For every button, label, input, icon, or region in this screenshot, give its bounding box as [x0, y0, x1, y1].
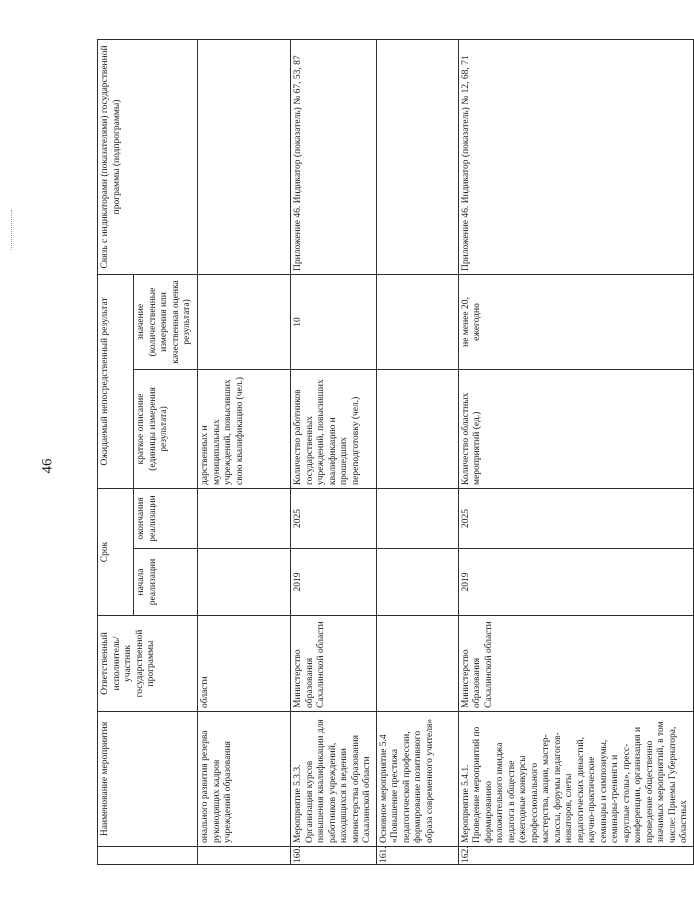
cell-end: 2025	[458, 488, 693, 548]
activities-table	[97, 39, 694, 865]
cell-end	[198, 488, 291, 548]
cell-num	[198, 847, 291, 865]
cell-name: Мероприятие 5.3.3. Организация курсов повышения квалификации для работников учреждений, находящихся в ведении министерства образования Сахалинской области	[291, 712, 377, 847]
header-result: Ожидаемый непосредственный результат	[98, 274, 134, 488]
cell-end	[376, 488, 458, 548]
cell-description: Количество областных мероприятий (ед.)	[458, 369, 693, 488]
table-row	[376, 39, 458, 864]
page-number: 46	[39, 458, 56, 474]
cell-value	[198, 274, 291, 369]
cell-start	[198, 549, 291, 616]
header-num	[98, 847, 198, 865]
cell-link	[198, 39, 291, 274]
header-name: Наименование мероприятия	[98, 712, 198, 847]
cell-end: 2025	[291, 488, 377, 548]
cell-value	[376, 274, 458, 369]
cell-value: 10	[291, 274, 377, 369]
cell-num: 160.	[291, 847, 377, 865]
header-start: начала реализации	[134, 549, 198, 616]
cell-name: онального развития резерва руководящих кадров учреждений образования	[198, 712, 291, 847]
table-row	[198, 39, 291, 864]
header-responsible: Ответственный исполнитель/участник государственной программы	[98, 616, 198, 712]
cell-start	[376, 549, 458, 616]
cell-responsible: Министерство образования Сахалинской области	[458, 616, 693, 712]
cell-responsible: области	[198, 616, 291, 712]
table-sheet	[97, 40, 689, 865]
cell-link: Приложение 46. Индикатор (показатель) № 67, 53, 87	[291, 39, 377, 274]
table-row	[291, 39, 377, 864]
header-term: Срок	[98, 488, 134, 615]
cell-num: 161.	[376, 847, 458, 865]
cell-responsible: Министерство образования Сахалинской области	[291, 616, 377, 712]
cell-description: дарственных и муниципальных учреждений, повысивших свою квалификацию (чел.)	[198, 369, 291, 488]
cell-description	[376, 369, 458, 488]
cell-link: Приложение 46. Индикатор (показатель) № 12, 68, 71	[458, 39, 693, 274]
cell-link	[376, 39, 458, 274]
header-row-1	[98, 39, 134, 864]
cell-description: Количество работников государственных учреждений, повысивших квалификацию и прошедших переподготовку (чел.)	[291, 369, 377, 488]
cell-name: Основное мероприятие 5.4 «Повышение престижа педагогической профессии, формирование позитивного образа современного учителя»	[376, 712, 458, 847]
cell-num: 162.	[458, 847, 693, 865]
cell-value: не менее 20, ежегодно	[458, 274, 693, 369]
table-row	[458, 39, 693, 864]
cell-responsible	[376, 616, 458, 712]
header-description: краткое описание (единицы измерения результата)	[134, 369, 198, 488]
header-end: окончания реализации	[134, 488, 198, 548]
header-value: значение (количественные измерения или качественная оценка результата)	[134, 274, 198, 369]
header-link: Связь с индикаторами (показателями) государственной программы (подпрограммы)	[98, 39, 198, 274]
cell-name: Мероприятие 5.4.1. Проведение мероприятий по формированию положительного имиджа педагога в обществе (ежегодные конкурсы профессионального мастерства, акции, мастер-классы, форумы педагогов-новаторов, слеты педагогических династий, научно-практические семинары и симпозиумы, семинары-тренинги и «круглые столы», пресс-конференции, организация и проведение общественно значимых мероприятий, в том числе: Приемы Губернатора, областных	[458, 712, 693, 847]
scan-edge-mark	[11, 210, 13, 250]
cell-start: 2019	[291, 549, 377, 616]
rotated-table-area	[97, 40, 689, 865]
cell-start: 2019	[458, 549, 693, 616]
